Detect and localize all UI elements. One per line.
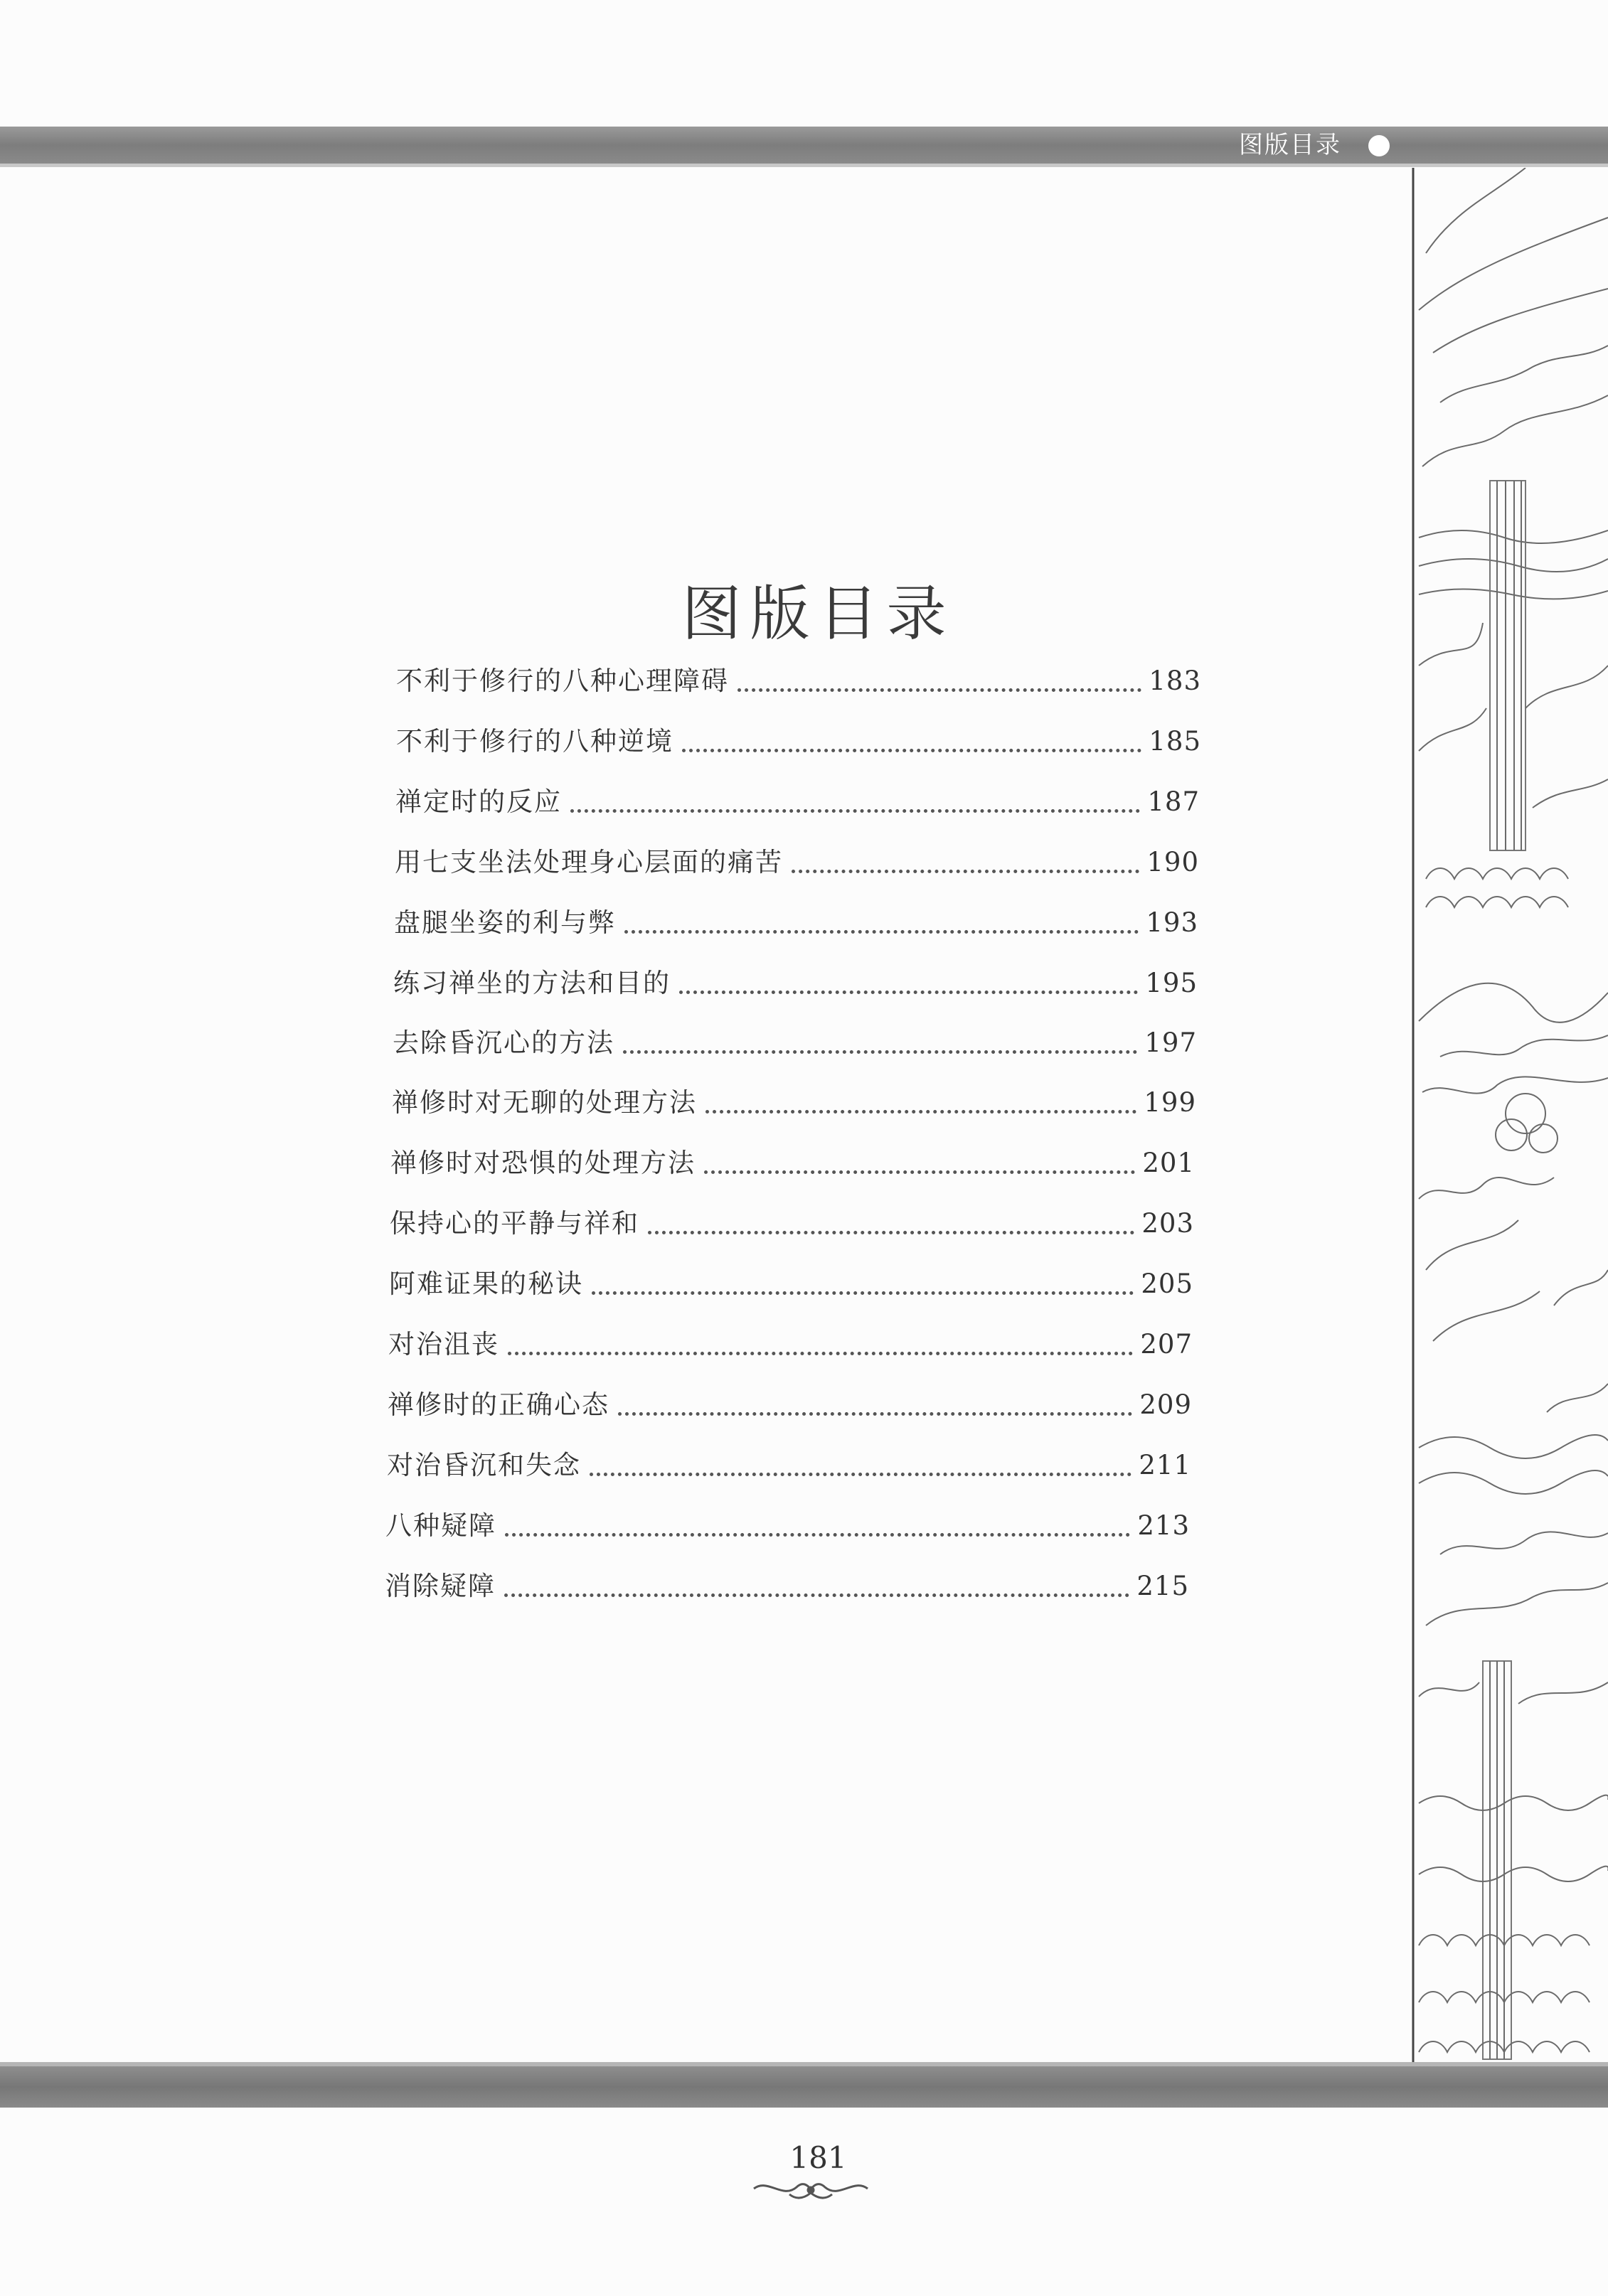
toc-entry-page: 197 (1144, 1027, 1197, 1058)
dot-leader (679, 991, 1138, 994)
dot-leader (504, 1593, 1129, 1597)
page-number: 181 (789, 2140, 847, 2175)
toc-entry-title: 不利于修行的八种心理障碍 (396, 666, 729, 696)
toc-entry-page: 190 (1146, 847, 1199, 877)
toc-entry-title: 练习禅坐的方法和目的 (393, 968, 671, 998)
toc-entry-title: 禅修时的正确心态 (388, 1389, 609, 1420)
toc-entry-title: 盘腿坐姿的利与弊 (394, 907, 616, 938)
toc-entry-title: 不利于修行的八种逆境 (396, 726, 673, 757)
toc-entry-page: 195 (1145, 968, 1198, 998)
toc-entry (389, 1259, 1193, 1302)
toc-entry-title: 对治昏沉和失念 (387, 1450, 581, 1480)
dot-leader (570, 809, 1140, 813)
toc-entry (385, 1561, 1189, 1604)
toc-entry (396, 717, 1201, 759)
toc-entry-page: 211 (1139, 1450, 1191, 1480)
toc-entry (388, 1380, 1192, 1423)
toc-entry-title: 阿难证果的秘诀 (389, 1269, 583, 1299)
toc-entry-page: 203 (1141, 1208, 1194, 1239)
page-title: 图版目录 (681, 579, 955, 649)
toc-entry-page: 207 (1140, 1329, 1193, 1360)
toc-entry-title: 消除疑障 (385, 1571, 496, 1601)
toc-entry-title: 八种疑障 (385, 1510, 496, 1541)
running-header-label: 图版目录 (1239, 131, 1341, 159)
toc-entry-title: 保持心的平静与祥和 (390, 1208, 639, 1239)
toc-entry (385, 1501, 1190, 1544)
toc-entry-page: 201 (1142, 1148, 1195, 1178)
toc-entry (392, 1078, 1196, 1121)
toc-entry-page: 193 (1146, 907, 1198, 938)
toc-entry-title: 去除昏沉心的方法 (393, 1027, 614, 1058)
dot-leader (738, 688, 1141, 692)
dot-leader (706, 1110, 1136, 1114)
toc-entry (390, 1199, 1194, 1242)
toc-entry-title: 禅定时的反应 (395, 786, 562, 817)
dot-leader (682, 749, 1141, 752)
dot-leader (648, 1231, 1134, 1234)
toc-entry-title: 禅修时对无聊的处理方法 (392, 1087, 697, 1118)
dot-leader (792, 870, 1139, 873)
toc-entry-title: 用七支坐法处理身心层面的痛苦 (395, 847, 783, 877)
toc-entry (396, 656, 1201, 699)
footer-band (0, 2066, 1608, 2108)
toc-entry-page: 213 (1137, 1510, 1190, 1541)
toc-entry-title: 禅修时对恐惧的处理方法 (390, 1148, 696, 1178)
toc-entry-page: 185 (1149, 726, 1201, 757)
toc-entry-page: 187 (1147, 786, 1200, 817)
dot-leader (592, 1291, 1134, 1295)
dot-leader (505, 1533, 1130, 1537)
dot-leader (623, 1050, 1137, 1054)
toc-entry (393, 959, 1198, 1001)
toc-entry (393, 1018, 1197, 1061)
dot-leader (590, 1473, 1132, 1476)
toc-entry-title: 对治沮丧 (388, 1329, 499, 1360)
toc-entry (395, 777, 1200, 820)
toc-entry-page: 205 (1141, 1269, 1193, 1299)
toc-entry-page: 183 (1149, 666, 1201, 696)
dot-leader (624, 930, 1139, 934)
toc-entry (395, 838, 1199, 880)
dot-leader (508, 1352, 1133, 1355)
dot-leader (618, 1412, 1132, 1416)
toc-entry-page: 209 (1139, 1389, 1192, 1420)
ornament-flourish-icon (747, 2174, 875, 2203)
toc-entry (388, 1320, 1193, 1362)
toc-entry-page: 199 (1144, 1087, 1196, 1118)
dot-leader (704, 1170, 1135, 1174)
toc-entry (387, 1441, 1191, 1483)
toc-entry (394, 898, 1198, 941)
toc-entry-page: 215 (1136, 1571, 1189, 1601)
toc-entry (390, 1138, 1195, 1181)
